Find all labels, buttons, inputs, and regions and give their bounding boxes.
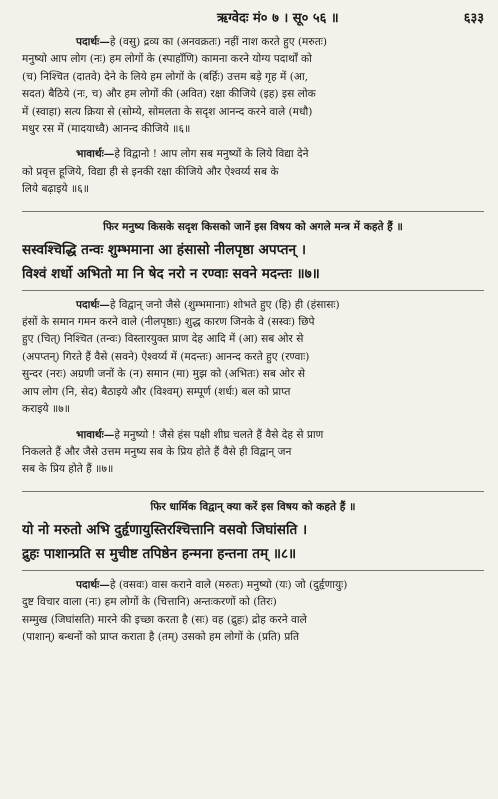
line-text: सम्मुख (जिघांसति) मारने की इच्छा करता है (सः) वह (द्रुहः) द्रोह करने वाले <box>22 613 307 626</box>
bhavartha-label: भावार्थः— <box>76 428 115 441</box>
bhavartha-line <box>22 146 484 163</box>
padartha-line <box>22 349 484 366</box>
bhavartha-line <box>22 461 484 478</box>
line-text: हे (वसु) द्रव्य का (अनवक्रतः) नहीं नाश करते हुए (मरुतः) <box>109 36 328 48</box>
bhavartha-section <box>22 427 484 487</box>
line-text: हे मनुष्यो ! जैसे हंस पक्षी शीघ्र चलते हैं वैसे देह से प्राण <box>114 428 324 441</box>
mantra-line: द्रुहः पाशान्प्रति स मुचीष्ट तपिष्ठेन हन्मना हन्तना तम् ॥८॥ <box>22 545 297 562</box>
mantra-line: यो नो मरुतो अभि दुर्हृणायुस्तिरश्चित्तानि वसवो जिघांसति । <box>22 521 308 538</box>
line-text: (पाशान्) बन्धनों को प्राप्त कराता है (तम्) उसको हम लोगों के (प्रति) प्रति <box>22 630 300 643</box>
line-text: दुष्ट विचार वाला (नः) हम लोगों के (चित्तानि) अन्तःकरणों को (तिरः) <box>22 596 277 609</box>
padartha-line <box>22 121 484 138</box>
line-text: निकलते हैं और जैसे उत्तम मनुष्य सब के प्रिय होते हैं वैसे ही विद्वान् जन <box>22 445 292 458</box>
page-header <box>22 8 484 34</box>
bhavartha-label: भावार्थः— <box>76 148 115 161</box>
line-text: सब के प्रिय होते हैं ॥७॥ <box>22 463 114 476</box>
padartha-section <box>22 577 484 655</box>
mantra-section <box>22 238 484 291</box>
bhavartha-line <box>22 164 484 181</box>
section-divider <box>22 290 484 291</box>
line-text: मधुर रस में (मादयाध्वै) आनन्द कीजिये ॥६॥ <box>22 123 191 136</box>
padartha-label: पदार्थः— <box>76 578 110 591</box>
bhavartha-line <box>22 444 484 461</box>
padartha-label: पदार्थः— <box>76 298 110 311</box>
padartha-line <box>22 297 484 314</box>
intro-section <box>22 491 484 516</box>
line-text: सुन्दर (नरः) अग्रणी जनों के (न) समान (मा) मुझ को (अभितः) सब ओर से <box>22 368 305 381</box>
line-text: हुए (चित्) निश्चित (तन्वः) विस्तारयुक्त प्राण देह आदि में (आ) सब ओर से <box>22 333 304 346</box>
bhavartha-section <box>22 146 484 206</box>
line-text: कराइये ॥७॥ <box>22 403 71 416</box>
mantra-line: सस्वश्चिद्धि तन्वः शुम्भमाना आ हंसासो नीलपृष्ठा अपप्तन् । <box>22 241 306 258</box>
padartha-line <box>22 384 484 401</box>
padartha-paragraph <box>22 297 484 419</box>
bhavartha-paragraph <box>22 427 484 479</box>
line-text: लिये बढ़ाइये ॥६॥ <box>22 183 90 196</box>
padartha-line <box>22 401 484 418</box>
padartha-line <box>22 612 484 629</box>
mantra-line: विश्वं शर्धो अभितो मा नि षेद नरो न रण्वाः सवने मदन्तः ॥७॥ <box>22 265 320 282</box>
padartha-line <box>22 366 484 383</box>
padartha-line <box>22 51 484 68</box>
line-text: में (स्वाहा) सत्य क्रिया से (सोम्ये, सोमलता के सदृश आनन्द करने वाले (मधौ) <box>22 105 313 118</box>
intro-section <box>22 211 484 236</box>
line-text: हे विद्वान् जनो जैसे (शुम्भमानाः) शोभते हुए (हि) ही (हंसासः) <box>109 298 340 311</box>
padartha-line <box>22 104 484 121</box>
padartha-line <box>22 629 484 646</box>
padartha-line <box>22 69 484 86</box>
padartha-line <box>22 594 484 611</box>
section-divider <box>22 211 484 212</box>
bhavartha-paragraph <box>22 146 484 198</box>
padartha-paragraph <box>22 34 484 138</box>
bhavartha-line <box>22 181 484 198</box>
line-text: हंसों के समान गमन करने वाले (नीलपृष्ठाः) शुद्ध कारण जिनके वे (सस्वः) छिपे <box>22 316 315 329</box>
line-text: आप लोग (नि, सेद) बैठाइये और (विश्वम्) सम्पूर्ण (शर्धः) बल को प्राप्त <box>22 385 291 398</box>
line-text: हे विद्वानो ! आप लोग सब मनुष्यों के लिये विद्या देने <box>114 148 309 161</box>
line-text: (च) निश्चित (दातवे) देने के लिये हम लोगों के (बर्हिः) उत्तम बड़े गृह में (आ, <box>22 70 309 83</box>
line-text: (अपप्तन्) गिरते हैं वैसे (सवने) ऐश्वर्य्य में (मदन्तः) आनन्द करते हुए (रण्वाः) <box>22 350 310 363</box>
padartha-line <box>22 314 484 331</box>
line-text: मनुष्यो आप लोग (नः) हम लोगों के (स्पाहाँणि) कामना करने योग्य पदार्थों को <box>22 53 312 66</box>
padartha-label: पदार्थः— <box>76 36 110 48</box>
section-divider <box>22 491 484 492</box>
padartha-line <box>22 577 484 594</box>
padartha-line <box>22 34 484 51</box>
padartha-section <box>22 297 484 427</box>
line-text: को प्रवृत्त हूजिये, विद्या ही से इनकी रक्षा कीजिये और ऐश्वर्य्य सब के <box>22 165 279 178</box>
padartha-line <box>22 86 484 103</box>
padartha-section <box>22 34 484 146</box>
line-text: हे (वसवः) वास कराने वाले (मरुतः) मनुष्यो (यः) जो (दुर्हृणायुः) <box>109 578 348 591</box>
running-title: ऋग्वेदः मं० ७ । सू० ५६ ॥ <box>216 11 339 26</box>
padartha-paragraph <box>22 577 484 647</box>
padartha-line <box>22 331 484 348</box>
intro-line: फिर मनुष्य किसके सदृश किसको जानें इस विषय को अगले मन्त्र में कहते हैं ॥ <box>103 220 403 233</box>
section-divider <box>22 570 484 571</box>
mantra-section <box>22 518 484 571</box>
line-text: सदत) बैठिये (नः, च) और हम लोगों की (अवित) रक्षा कीजिये (इह) इस लोक <box>22 88 316 101</box>
page-body <box>22 34 484 654</box>
page-number: ६३३ <box>463 11 484 26</box>
bhavartha-line <box>22 427 484 444</box>
intro-line: फिर धार्मिक विद्वान् क्या करें इस विषय को कहते हैं ॥ <box>150 500 356 513</box>
